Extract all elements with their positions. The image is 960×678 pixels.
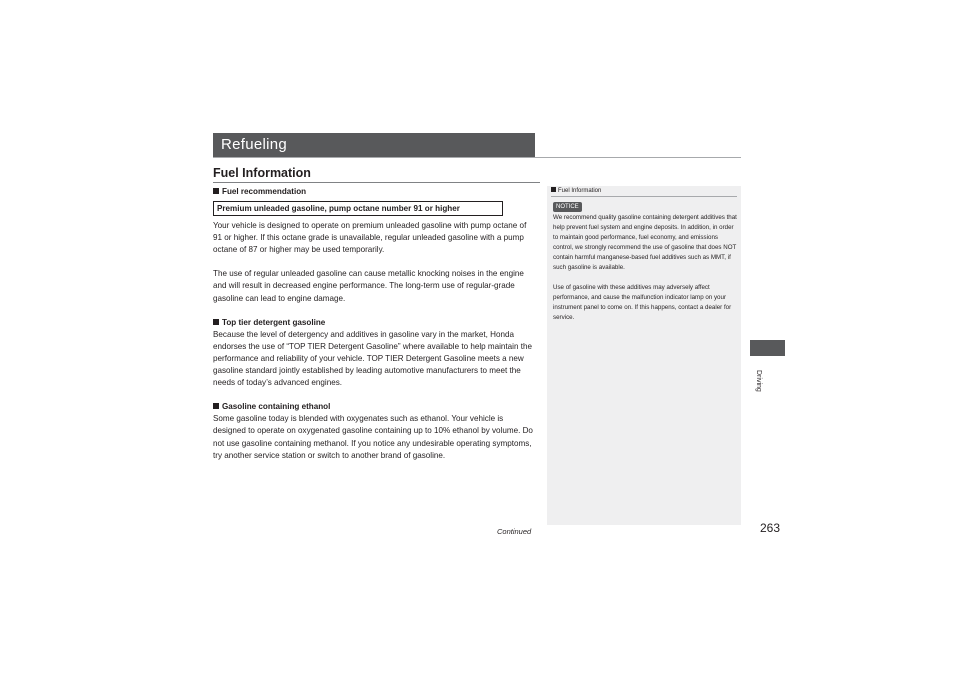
fuel-recommendation-heading-text: Fuel recommendation bbox=[222, 187, 307, 196]
reference-marker-icon bbox=[551, 187, 556, 192]
chapter-tab[interactable] bbox=[750, 340, 785, 356]
chapter-title: Refueling bbox=[221, 136, 288, 153]
chapter-tab-label: Driving bbox=[755, 370, 762, 392]
continued-label: Continued bbox=[497, 527, 532, 536]
top-tier-text: Because the level of detergency and additives in gasoline vary in the market, Honda endorses the use of “TOP TIER Detergent Gasoline” where available to help maintain the performance and reliability of your vehicle. TOP TIER Detergent Gasoline meets a new gasoline standard jointly established by leading automotive manufacturers to meet the needs of today’s advanced engines. bbox=[213, 329, 532, 388]
chapter-title-rule bbox=[213, 157, 741, 158]
section-title-rule bbox=[213, 182, 540, 183]
square-bullet-icon bbox=[213, 319, 219, 325]
sidebar-para-2: Use of gasoline with these additives may adversely affect performance, and cause the malfunction indicator lamp on your instrument panel to come on. If this happens, contact a dealer for service. bbox=[553, 284, 732, 321]
section-title: Fuel Information bbox=[213, 166, 311, 180]
fuel-recommendation-para-2: The use of regular unleaded gasoline can cause metallic knocking noises in the engine and will result in decreased engine performance. The long-term use of regular-grade gasoline can lead to engine damage. bbox=[213, 269, 524, 303]
notice-badge: NOTICE bbox=[553, 202, 582, 212]
sidebar-text bbox=[553, 213, 739, 323]
ethanol-text: Some gasoline today is blended with oxygenates such as ethanol. Your vehicle is designed to operate on oxygenated gasoline containing up to 10% ethanol by volume. Do not use gasoline containing methanol. If you notice any undesirable operating symptoms, try another service station or switch to another brand of gasoline. bbox=[213, 414, 533, 460]
sidebar-notes bbox=[547, 186, 741, 525]
ethanol-heading-text: Gasoline containing ethanol bbox=[222, 402, 331, 412]
square-bullet-icon bbox=[213, 403, 219, 409]
fuel-spec-box: Premium unleaded gasoline, pump octane number 91 or higher bbox=[213, 201, 503, 216]
sidebar-heading-text: Fuel Information bbox=[558, 188, 602, 194]
top-tier-heading-text: Top tier detergent gasoline bbox=[222, 317, 326, 327]
page-number: 263 bbox=[760, 521, 781, 535]
sidebar-heading bbox=[551, 187, 601, 194]
sidebar-heading-rule bbox=[551, 196, 737, 197]
ethanol-heading bbox=[213, 401, 537, 413]
square-bullet-icon bbox=[213, 188, 219, 194]
top-tier-heading bbox=[213, 317, 537, 329]
sidebar-para-1: We recommend quality gasoline containing detergent additives that help prevent fuel system and engine deposits. In addition, in order to maintain good performance, fuel economy, and emissions control, we strongly recommend the use of gasoline that does NOT contain harmful manganese-based fuel additives such as MMT, if such gasoline is available. bbox=[553, 214, 737, 271]
chapter-title-bar bbox=[213, 133, 535, 157]
fuel-recommendation-para-1: Your vehicle is designed to operate on premium unleaded gasoline with pump octane of 91 or higher. If this octane grade is unavailable, regular unleaded gasoline with a pump octane of 87 or higher may be used temporarily. bbox=[213, 221, 527, 255]
main-content bbox=[213, 186, 537, 462]
fuel-recommendation-heading bbox=[213, 186, 537, 198]
